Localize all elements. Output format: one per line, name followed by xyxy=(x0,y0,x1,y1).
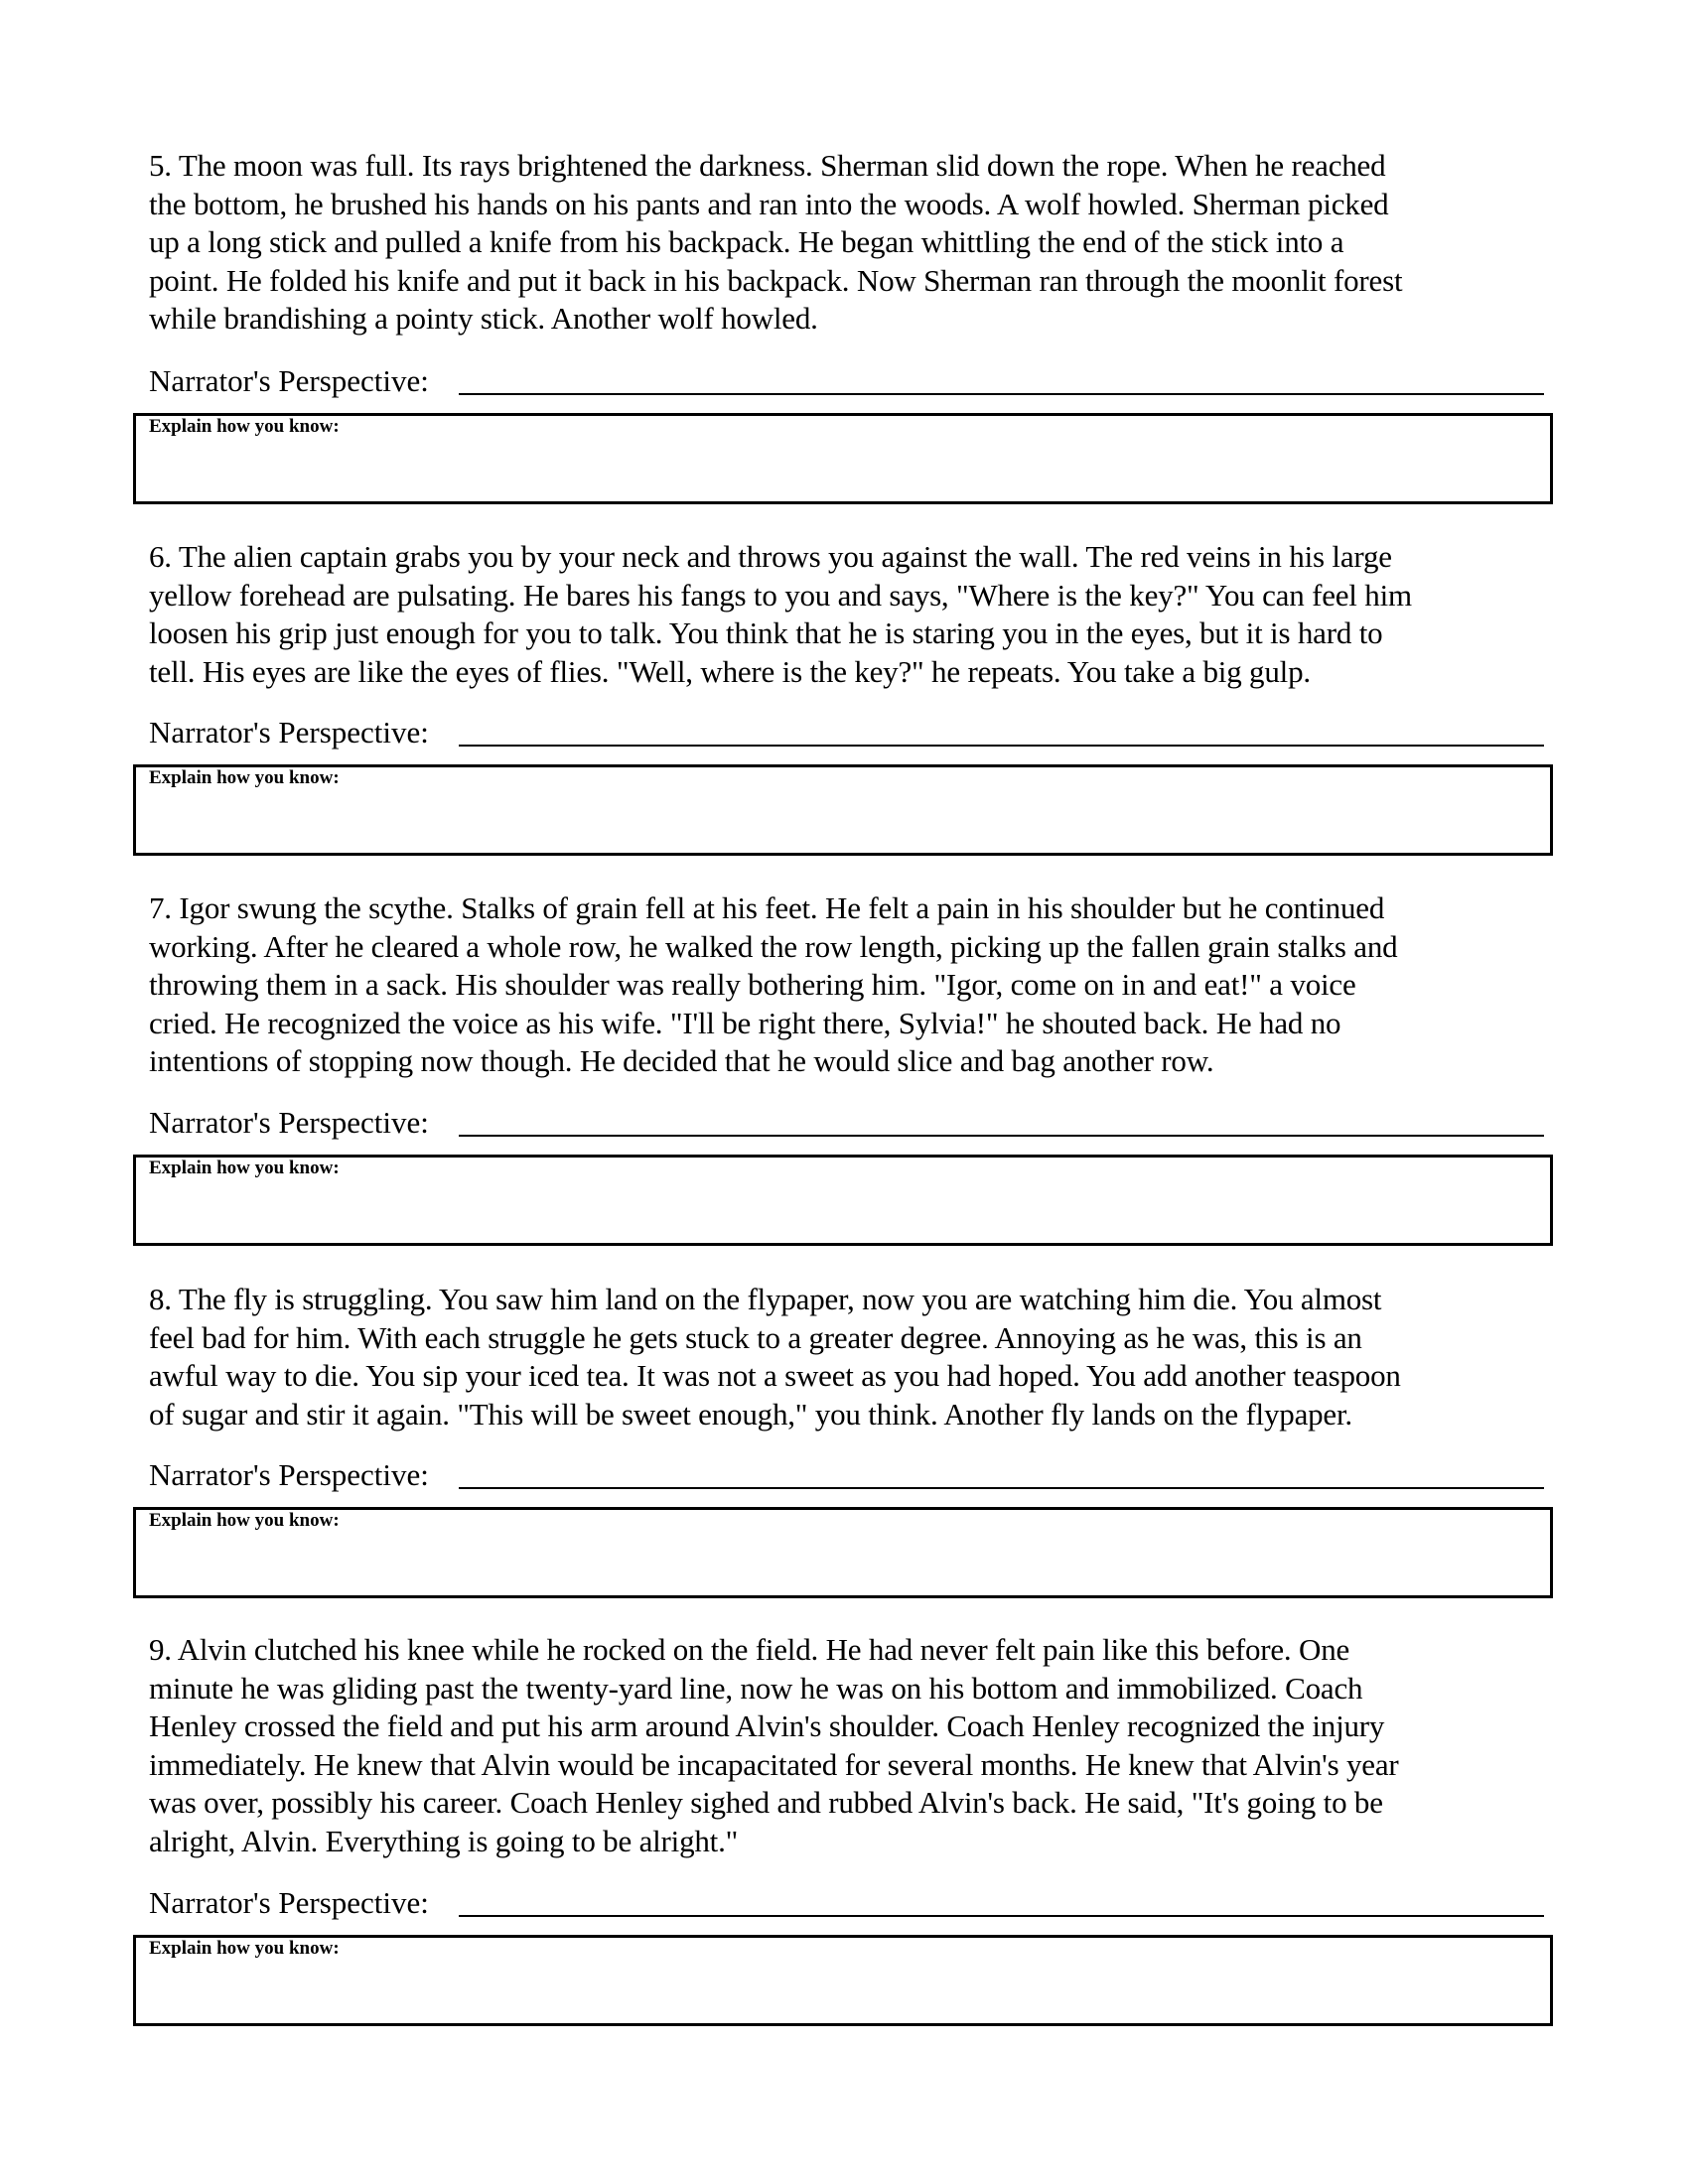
passage-line: cried. He recognized the voice as his wife. "I'll be right there, Sylvia!" he shouted back. He had no xyxy=(149,1005,1341,1040)
perspective-row-9 xyxy=(149,1883,1559,1927)
perspective-answer-field-9[interactable] xyxy=(459,1915,1544,1917)
passage-line: Henley crossed the field and put his arm around Alvin's shoulder. Coach Henley recognized the injury xyxy=(149,1708,1385,1743)
passage-line: the bottom, he brushed his hands on his pants and ran into the woods. A wolf howled. Sherman picked xyxy=(149,186,1389,221)
perspective-row-6 xyxy=(149,713,1559,756)
explain-label: Explain how you know: xyxy=(149,1510,340,1531)
passage-line: tell. His eyes are like the eyes of flies. "Well, where is the key?" he repeats. You take a big gulp. xyxy=(149,653,1311,689)
question-9 xyxy=(149,1631,1559,1860)
perspective-row-5 xyxy=(149,361,1559,405)
explain-box-8[interactable] xyxy=(133,1507,1553,1598)
passage-line: 8. The fly is struggling. You saw him land on the flypaper, now you are watching him die. You almost xyxy=(149,1282,1382,1316)
perspective-answer-field-8[interactable] xyxy=(459,1487,1544,1489)
passage-9 xyxy=(149,1631,1559,1860)
perspective-answer-field-6[interactable] xyxy=(459,745,1544,747)
perspective-label: Narrator's Perspective: xyxy=(149,1457,429,1492)
passage-line: awful way to die. You sip your iced tea. It was not a sweet as you had hoped. You add another teaspoon xyxy=(149,1358,1401,1393)
explain-label: Explain how you know: xyxy=(149,1938,340,1959)
explain-label: Explain how you know: xyxy=(149,416,340,437)
passage-line: intentions of stopping now though. He decided that he would slice and bag another row. xyxy=(149,1043,1214,1078)
passage-line: yellow forehead are pulsating. He bares his fangs to you and says, "Where is the key?" You can feel him xyxy=(149,577,1412,613)
perspective-answer-field-5[interactable] xyxy=(459,393,1544,395)
passage-line: working. After he cleared a whole row, he walked the row length, picking up the fallen grain stalks and xyxy=(149,928,1398,964)
passage-line: loosen his grip just enough for you to talk. You think that he is staring you in the eyes, but it is hard to xyxy=(149,615,1383,650)
passage-line: alright, Alvin. Everything is going to be alright." xyxy=(149,1823,739,1858)
question-7 xyxy=(149,889,1559,1081)
passage-line: minute he was gliding past the twenty-yard line, now he was on his bottom and immobilized. Coach xyxy=(149,1670,1363,1706)
passage-line: 5. The moon was full. Its rays brightened the darkness. Sherman slid down the rope. When he reached xyxy=(149,148,1386,183)
passage-line: point. He folded his knife and put it back in his backpack. Now Sherman ran through the moonlit forest xyxy=(149,262,1403,298)
passage-6 xyxy=(149,538,1559,691)
passage-line: of sugar and stir it again. "This will be sweet enough," you think. Another fly lands on the flypaper. xyxy=(149,1396,1352,1432)
passage-line: 9. Alvin clutched his knee while he rocked on the field. He had never felt pain like this before. One xyxy=(149,1632,1350,1667)
explain-box-5[interactable] xyxy=(133,413,1553,504)
passage-line: immediately. He knew that Alvin would be incapacitated for several months. He knew that Alvin's year xyxy=(149,1746,1399,1782)
passage-5 xyxy=(149,147,1559,339)
passage-line: was over, possibly his career. Coach Henley sighed and rubbed Alvin's back. He said, "It's going to be xyxy=(149,1785,1383,1820)
perspective-label: Narrator's Perspective: xyxy=(149,715,429,750)
perspective-row-8 xyxy=(149,1455,1559,1499)
perspective-answer-field-7[interactable] xyxy=(459,1135,1544,1137)
perspective-row-7 xyxy=(149,1103,1559,1147)
perspective-label: Narrator's Perspective: xyxy=(149,1885,429,1920)
explain-box-7[interactable] xyxy=(133,1155,1553,1246)
passage-8 xyxy=(149,1281,1559,1433)
explain-box-6[interactable] xyxy=(133,764,1553,856)
passage-line: feel bad for him. With each struggle he gets stuck to a greater degree. Annoying as he was, this is an xyxy=(149,1319,1362,1355)
passage-line: throwing them in a sack. His shoulder was really bothering him. "Igor, come on in and eat!" a voice xyxy=(149,967,1356,1002)
question-5 xyxy=(149,147,1559,339)
perspective-label: Narrator's Perspective: xyxy=(149,363,429,398)
question-6 xyxy=(149,538,1559,691)
explain-box-9[interactable] xyxy=(133,1935,1553,2026)
passage-7 xyxy=(149,889,1559,1081)
question-8 xyxy=(149,1281,1559,1433)
passage-line: 6. The alien captain grabs you by your neck and throws you against the wall. The red veins in his large xyxy=(149,539,1392,574)
passage-line: up a long stick and pulled a knife from his backpack. He began whittling the end of the stick into a xyxy=(149,224,1344,259)
explain-label: Explain how you know: xyxy=(149,767,340,788)
passage-line: 7. Igor swung the scythe. Stalks of grain fell at his feet. He felt a pain in his shoulder but he continued xyxy=(149,890,1385,925)
perspective-label: Narrator's Perspective: xyxy=(149,1105,429,1140)
passage-line: while brandishing a pointy stick. Another wolf howled. xyxy=(149,301,818,336)
explain-label: Explain how you know: xyxy=(149,1158,340,1178)
